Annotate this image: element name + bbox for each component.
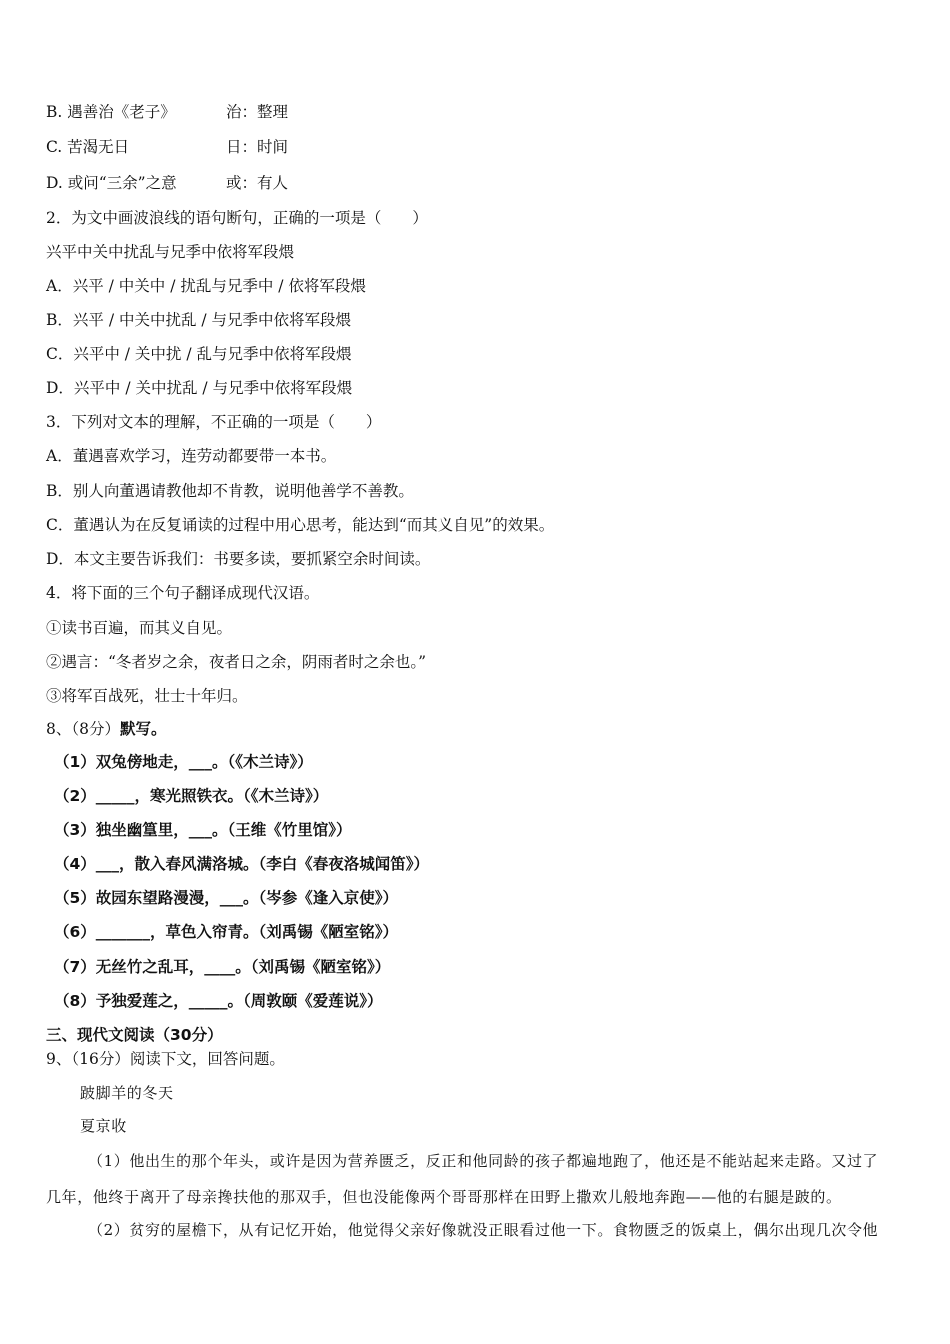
q8-item-2: （2）_____，寒光照铁衣。（《木兰诗》） (54, 787, 329, 805)
q2-option-a: A．兴平 / 中关中 / 扰乱与兄季中 / 依将军段煨 (46, 277, 366, 295)
article-paragraph-1a: （1）他出生的那个年头，或许是因为营养匮乏，反正和他同龄的孩子都遍地跑了，他还是不能站起来走路。又过了 (88, 1152, 879, 1170)
article-author: 夏京收 (80, 1117, 127, 1135)
q4-item-2: ②遇言：“冬者岁之余，夜者日之余，阴雨者时之余也。” (46, 653, 427, 671)
q4-item-3: ③将军百战死，壮士十年归。 (46, 687, 248, 705)
q1-option-d: D. 或问“三余”之意 (46, 174, 177, 192)
q8-item-1: （1）双兔傍地走，___。（《木兰诗》） (54, 753, 313, 771)
q2-stem: 2．为文中画波浪线的语句断句，正确的一项是（ ） (46, 209, 428, 227)
q4-item-1: ①读书百遍，而其义自见。 (46, 619, 233, 637)
q8-item-8: （8）予独爱莲之，_____。（周敦颐《爱莲说》） (54, 992, 383, 1010)
q2-option-d: D．兴平中 / 关中扰乱 / 与兄季中依将军段煨 (46, 379, 353, 397)
q8-title: 默写。 (119, 720, 167, 738)
q3-option-a: A．董遇喜欢学习，连劳动都要带一本书。 (46, 447, 337, 465)
q2-option-b: B．兴平 / 中关中扰乱 / 与兄季中依将军段煨 (46, 311, 352, 329)
q1-option-c: C. 苦渴无日 (46, 138, 130, 156)
q1-option-b-gloss: 治：整理 (226, 103, 289, 121)
q1-option-b: B. 遇善治《老子》 (46, 103, 176, 121)
q3-option-c: C．董遇认为在反复诵读的过程中用心思考，能达到“而其义自见”的效果。 (46, 516, 555, 534)
q1-option-d-gloss: 或：有人 (226, 174, 289, 192)
q8-item-7: （7）无丝竹之乱耳，____。（刘禹锡《陋室铭》） (54, 958, 391, 976)
q3-option-d: D．本文主要告诉我们：书要多读，要抓紧空余时间读。 (46, 550, 431, 568)
q3-option-b: B．别人向董遇请教他却不肯教，说明他善学不善教。 (46, 482, 414, 500)
article-paragraph-2a: （2）贫穷的屋檐下，从有记忆开始，他觉得父亲好像就没正眼看过他一下。食物匮乏的饭桌上，偶尔出现几次令他 (88, 1221, 879, 1239)
section-3-heading: 三、现代文阅读（30分） (46, 1026, 223, 1044)
article-title: 跛脚羊的冬天 (80, 1084, 174, 1102)
q8-item-6: （6）_______，草色入帘青。（刘禹锡《陋室铭》） (54, 923, 399, 941)
q8-item-4: （4）___，散入春风满洛城。（李白《春夜洛城闻笛》） (54, 855, 430, 873)
q2-option-c: C．兴平中 / 关中扰 / 乱与兄季中依将军段煨 (46, 345, 352, 363)
q4-stem: 4．将下面的三个句子翻译成现代汉语。 (46, 584, 320, 602)
q3-stem: 3．下列对文本的理解，不正确的一项是（ ） (46, 413, 382, 431)
q2-sentence: 兴平中关中扰乱与兄季中依将军段煨 (46, 243, 295, 261)
q8-prefix: 8、（8分） (46, 720, 120, 738)
article-paragraph-1b: 几年，他终于离开了母亲搀扶他的那双手，但也没能像两个哥哥那样在田野上撒欢儿般地奔跑——他的右腿是跛的。 (46, 1188, 842, 1206)
q8-item-3: （3）独坐幽篁里，___。（王维《竹里馆》） (54, 821, 352, 839)
q9-stem: 9、（16分）阅读下文，回答问题。 (46, 1050, 285, 1068)
q8-header (46, 719, 167, 739)
q1-option-c-gloss: 日：时间 (226, 138, 289, 156)
q8-item-5: （5）故园东望路漫漫，___。（岑参《逢入京使》） (54, 889, 399, 907)
